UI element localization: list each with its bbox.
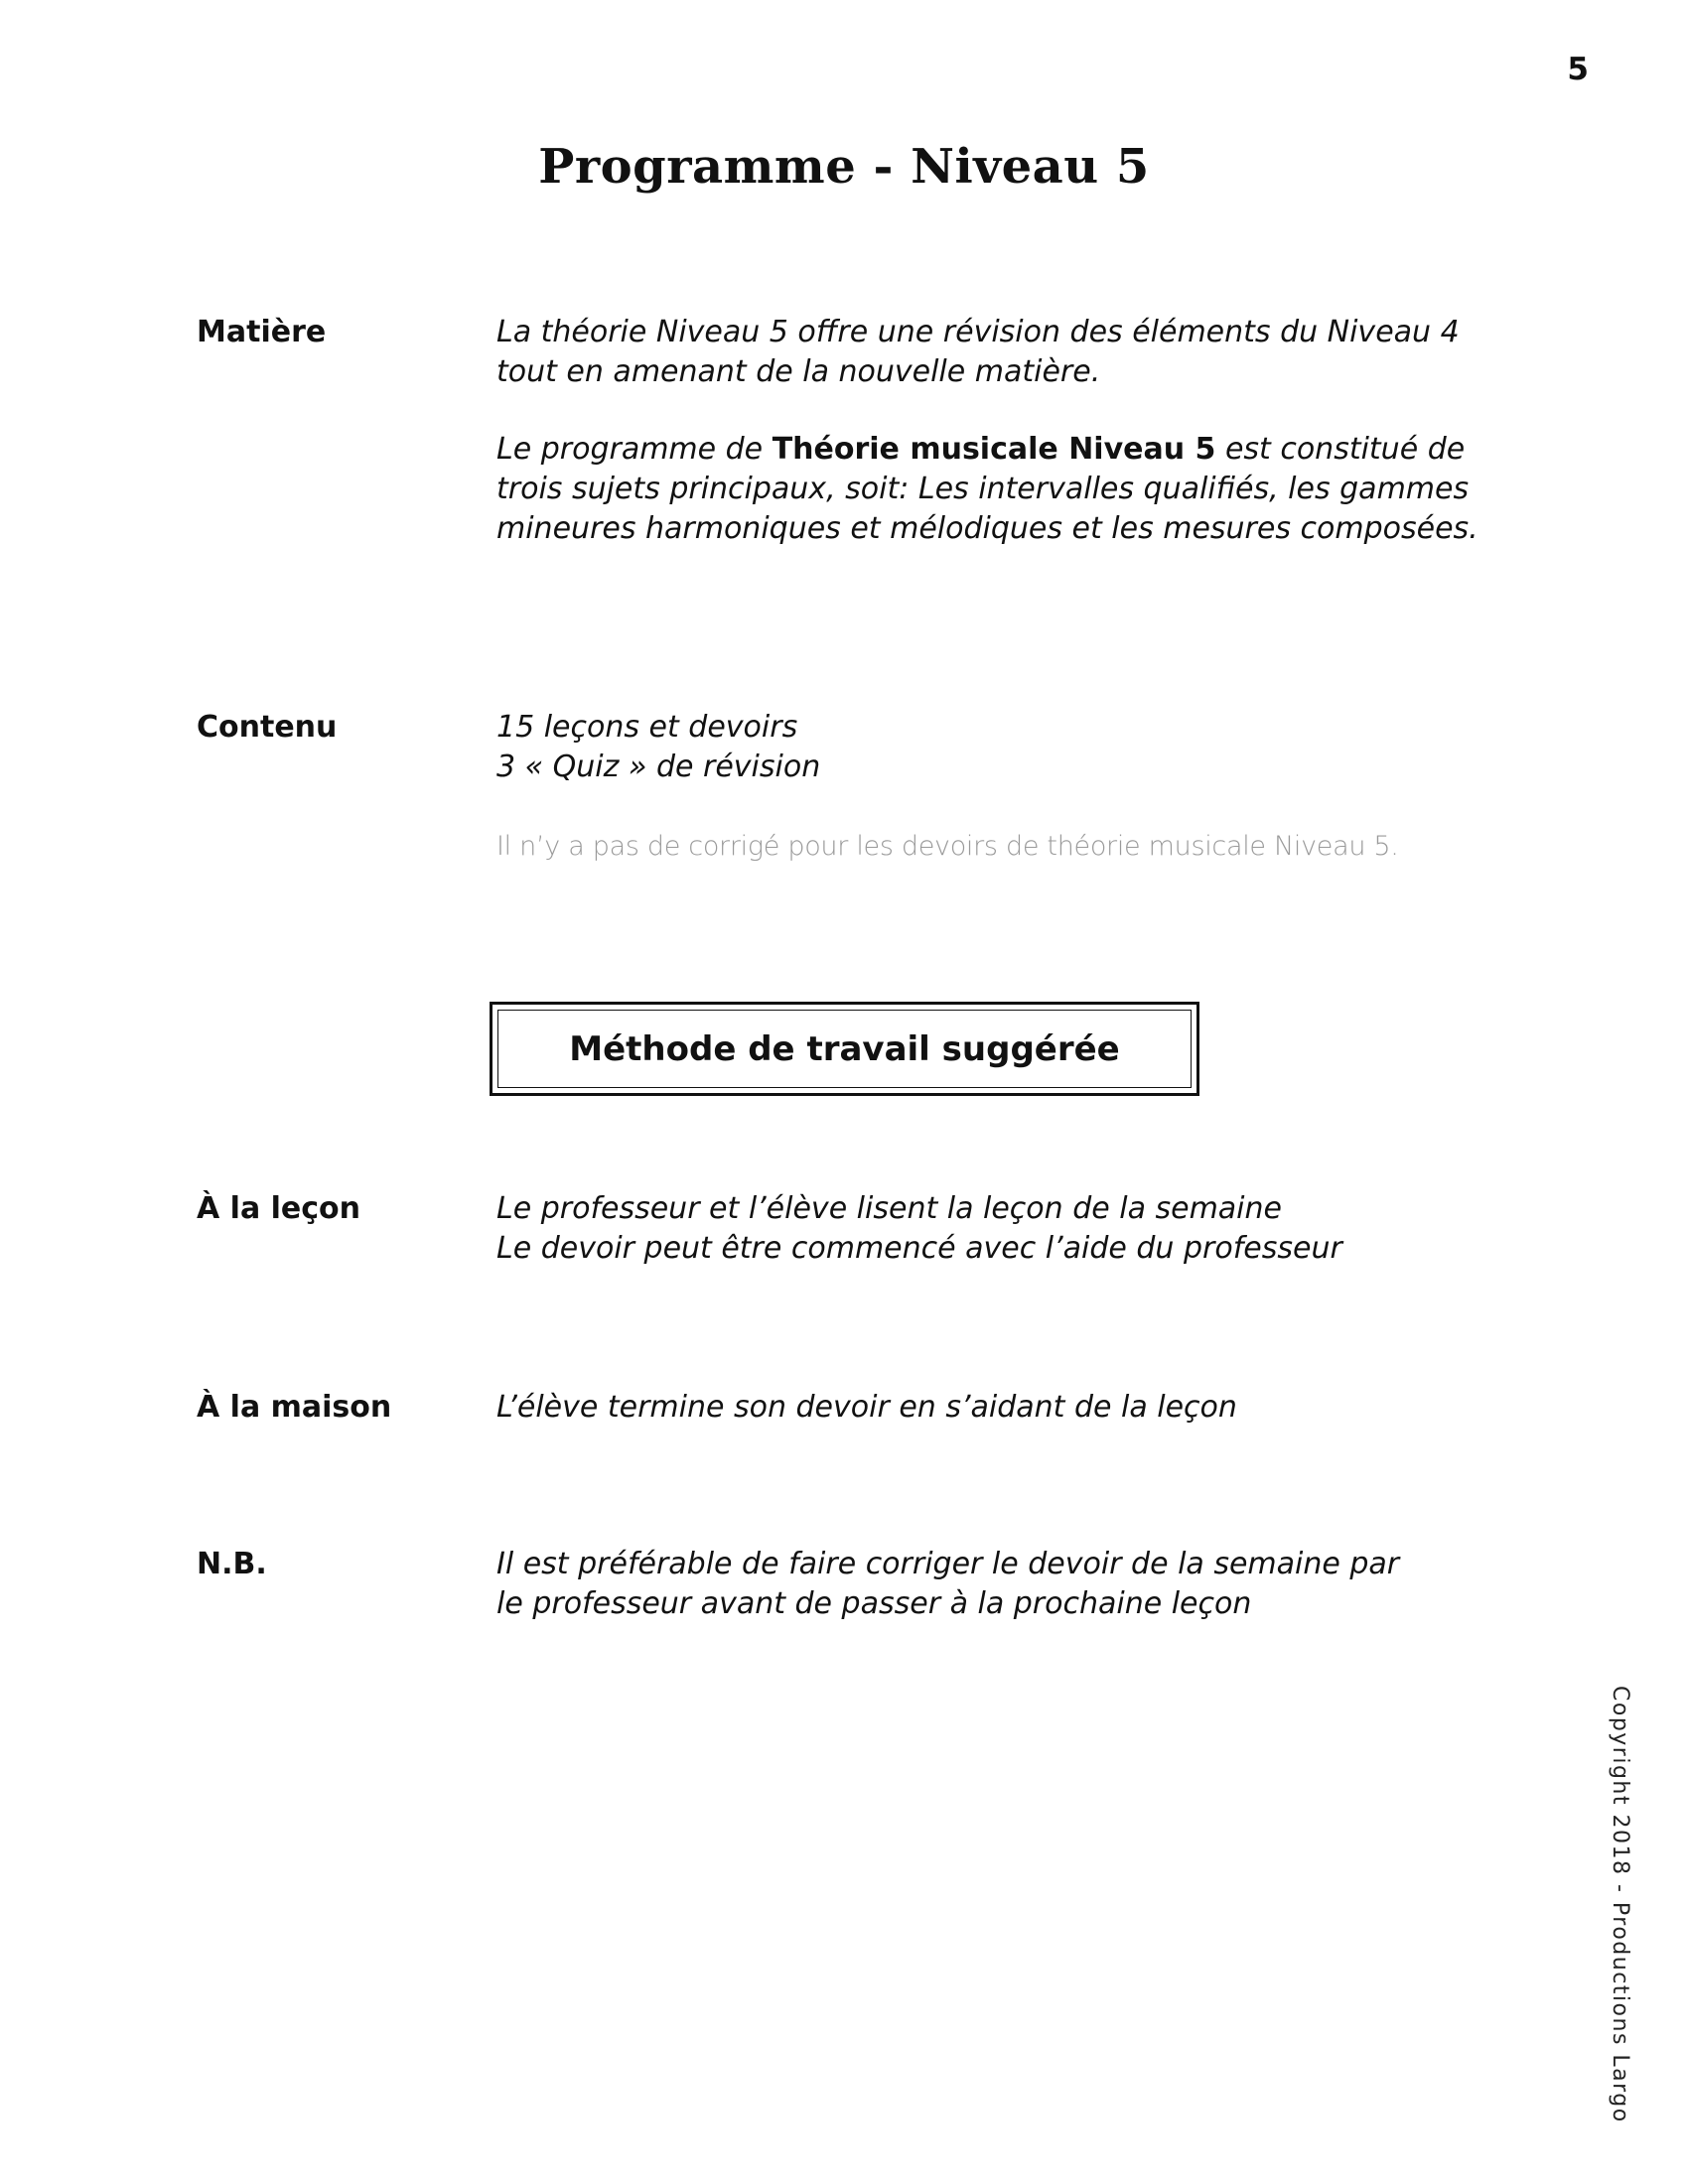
a-la-lecon-text	[496, 1189, 1529, 1269]
a-la-lecon-line1: Le professeur et l’élève lisent la leçon de la semaine	[496, 1191, 1282, 1226]
copyright-notice: Copyright 2018 - Productions Largo	[1608, 1686, 1632, 2123]
nb-line1: Il est préférable de faire corriger le devoir de la semaine par	[496, 1547, 1400, 1581]
contenu-line2: 3 « Quiz » de révision	[496, 750, 821, 784]
matiere-para2-line2: trois sujets principaux, soit: Les intervalles qualifiés, les gammes	[496, 472, 1470, 506]
matiere-para2-bold: Théorie musicale Niveau 5	[772, 432, 1216, 467]
contenu-text	[496, 708, 1529, 787]
method-heading: Méthode de travail suggérée	[569, 1028, 1120, 1069]
page-number: 5	[1567, 52, 1589, 87]
matiere-para1-line2: tout en amenant de la nouvelle matière.	[496, 354, 1101, 389]
contenu-note: Il n’y a pas de corrigé pour les devoirs de théorie musicale Niveau 5.	[496, 831, 1399, 862]
a-la-maison-line1: L’élève termine son devoir en s’aidant de la leçon	[496, 1390, 1237, 1425]
label-matiere: Matière	[197, 315, 327, 349]
matiere-para2-line1	[496, 430, 1529, 470]
matiere-para2-line3: mineures harmoniques et mélodiques et les mesures composées.	[496, 511, 1478, 546]
matiere-text	[496, 313, 1529, 549]
a-la-maison-text	[496, 1388, 1529, 1428]
label-a-la-lecon: À la leçon	[197, 1191, 361, 1226]
label-nb: N.B.	[197, 1547, 267, 1581]
page-title: Programme - Niveau 5	[538, 139, 1150, 195]
label-a-la-maison: À la maison	[197, 1390, 392, 1425]
method-heading-inner-frame	[497, 1010, 1192, 1088]
a-la-lecon-line2: Le devoir peut être commencé avec l’aide du professeur	[496, 1231, 1342, 1266]
nb-line2: le professeur avant de passer à la prochaine leçon	[496, 1586, 1252, 1621]
matiere-para1-line1: La théorie Niveau 5 offre une révision des éléments du Niveau 4	[496, 315, 1460, 349]
label-contenu: Contenu	[197, 710, 338, 745]
paragraph-gap	[496, 392, 1529, 430]
method-heading-box	[490, 1002, 1199, 1096]
matiere-para2-pre: Le programme de	[496, 432, 773, 467]
matiere-para2-post: est constitué de	[1215, 432, 1466, 467]
nb-text	[496, 1545, 1529, 1624]
contenu-line1: 15 leçons et devoirs	[496, 710, 798, 745]
